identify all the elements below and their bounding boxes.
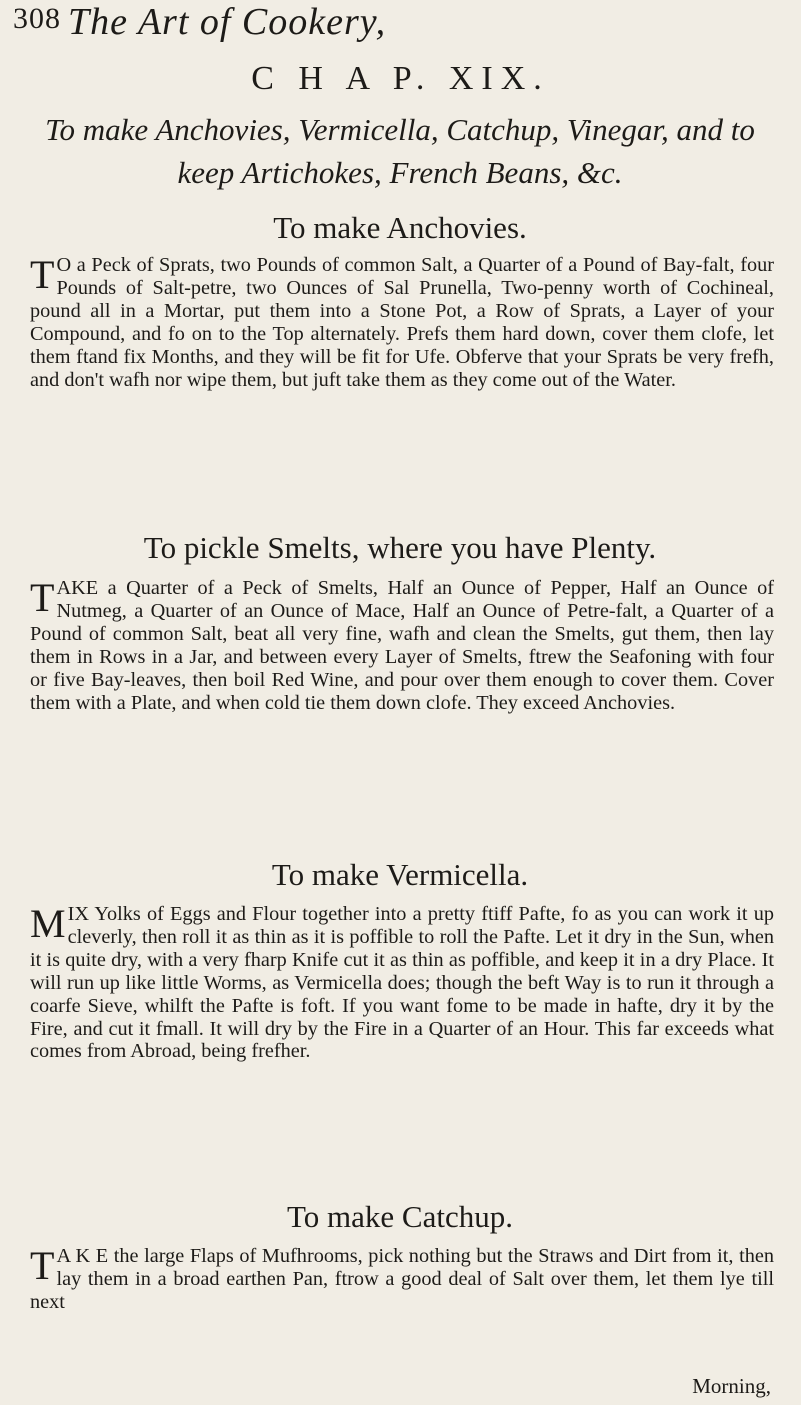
section-heading-smelts: [20, 528, 780, 568]
paragraph-text: AKE a Quarter of a Peck of Smelts, Half an Ounce of Pepper, Half an Ounce of Nutmeg, a Quarter of an Ounce of Mace, Half an Ounce of Petre-falt, a Quarter of a Pound of common Salt, beat all very fine, wafh and clean the Smelts, gut them, then lay them in Rows in a Jar, and between every Layer of Smelts, ftrew the Seafoning with four or five Bay-leaves, then boil Red Wine, and pour over them enough to cover them. Cover them with a Plate, and when cold tie them down clofe. They exceed Anchovies.: [30, 577, 774, 714]
paragraph-vermicella: [30, 903, 774, 1063]
drop-cap: T: [30, 252, 55, 297]
chapter-title: To make Anchovies, Vermicella, Catchup, Vinegar, and to keep Artichokes, French Beans, &c.: [45, 112, 755, 190]
section-heading-catchup: [20, 1197, 780, 1237]
section-heading-text: To make Vermicella.: [271, 857, 529, 892]
section-heading-text: To make Anchovies.: [273, 210, 527, 245]
section-heading-anchovies: [20, 208, 780, 248]
paragraph-text: A K E the large Flaps of Mufhrooms, pick nothing but the Straws and Dirt from it, then lay them in a broad earthen Pan, ftrow a good deal of Salt over them, let them lye till next: [30, 1245, 774, 1313]
section-heading-text: To make Catchup.: [287, 1199, 513, 1234]
paragraph-text: O a Peck of Sprats, two Pounds of common Salt, a Quarter of a Pound of Bay-falt, four Pounds of Salt-petre, two Ounces of Sal Prunella, Two-penny worth of Cochineal, pound all in a Mortar, put them into a Stone Pot, a Row of Sprats, a Layer of your Compound, and fo on to the Top alternately. Prefs them hard down, cover them clofe, let them ftand fix Months, and they will be fit for Ufe. Obferve that your Sprats be very frefh, and don't wafh nor wipe them, but juft take them as they come out of the Water.: [30, 254, 774, 391]
section-heading-vermicella: [20, 855, 780, 895]
drop-cap: M: [30, 901, 66, 946]
paragraph-anchovies: [30, 254, 774, 391]
running-head: The Art of Cookery,: [68, 1, 387, 43]
chapter-label: C H A P. XIX.: [251, 60, 550, 97]
paragraph-smelts: [30, 577, 774, 714]
paragraph-catchup: [30, 1245, 774, 1314]
drop-cap: T: [30, 575, 55, 620]
page-number: 308: [13, 2, 61, 35]
page-header: [0, 0, 801, 50]
drop-cap: T: [30, 1243, 55, 1288]
catchword: Morning,: [692, 1374, 771, 1398]
paragraph-text: IX Yolks of Eggs and Flour together into a pretty ftiff Pafte, fo as you can work it up cleverly, then roll it as thin as it is poffible to roll the Pafte. Let it dry in the Sun, when it is quite dry, with a very fharp Knife cut it as thin as poffible, and keep it in a dry Place. It will run up like little Worms, as Vermicella does; though the beft Way is to run it through a coarfe Sieve, whilft the Pafte is foft. If you want fome to be made in hafte, dry it by the Fire, and cut it fmall. It will dry by the Fire in a Quarter of an Hour. This far exceeds what comes from Abroad, being frefher.: [30, 903, 774, 1063]
section-heading-text: To pickle Smelts, where you have Plenty.: [143, 530, 657, 565]
